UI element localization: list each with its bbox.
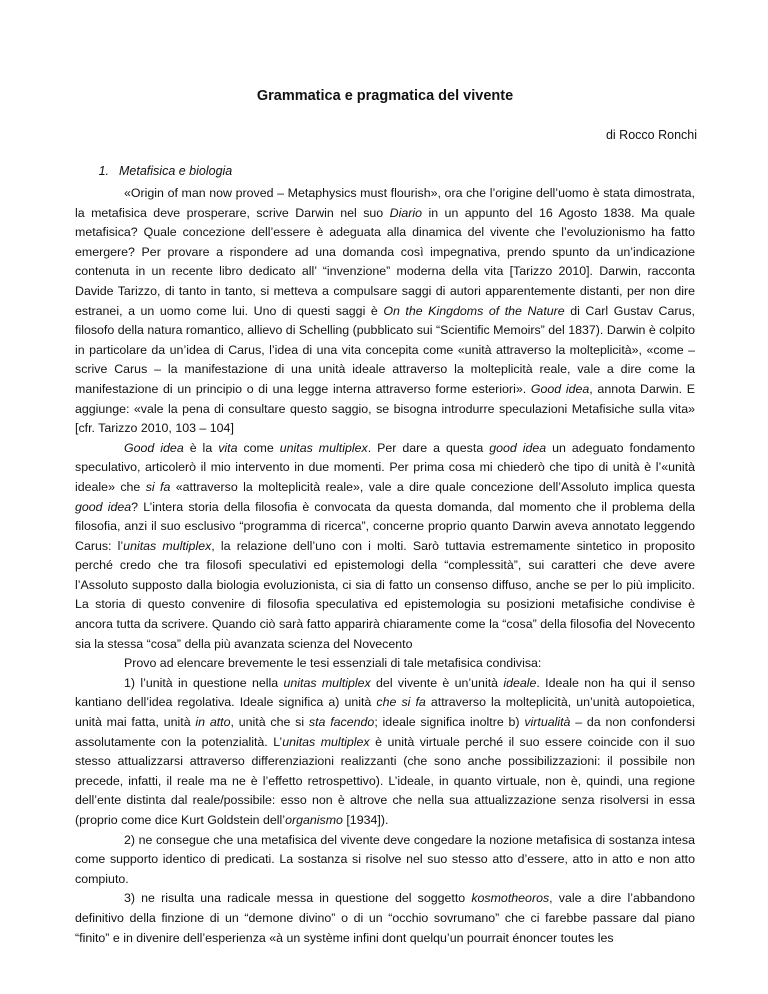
text-run: «Origin of man now proved – Metaphysics must flourish», ora che l’origine dell’uomo è stata dimostrata, la metafisica deve prosperare, scrive Darwin nel suo	[75, 186, 695, 220]
text-run: in un appunto del 16 Agosto 1838. Ma quale metafisica? Quale concezione dell’essere è adeguata alla dinamica del vivente che l’evoluzionismo ha fatto emergere? Per provare a rispondere ad una domanda così impegnativa, prendo spunto da un’indicazione contenuta in un recente libro dedicato all’ “invenzione” moderna della vita [Tarizzo 2010]. Darwin, racconta Davide Tarizzo, di tanto in tanto, si metteva a compulsare saggi di autori apparentemente distanti, per non dire estranei, a un uomo come lui. Uno di questi saggi è	[75, 205, 695, 318]
italic-run: good idea	[75, 499, 132, 514]
text-run: – da non confondersi assolutamente con la potenzialità. L’	[75, 715, 696, 749]
italic-run: vita	[218, 440, 238, 455]
text-run: attraverso la molteplicità, un’unità autopoietica, unità mai fatta, unità	[75, 695, 695, 730]
text-run: è unità virtuale perché il suo essere coincide con il suo stesso attualizzarsi attraverso differenziazioni realizzanti (che sono anche possibilizzazioni: il possibile non precede, infatti, il reale ma ne è l’effetto retrospettivo). L’ideale, in quanto virtuale, non è, quindi, una regione dell’ente distinta dal reale/possibile: esso non è altrove che nella sua attualizzazione senza risolversi in essa (proprio come dice Kurt Goldstein dell’	[75, 734, 695, 827]
text-run: di Carl Gustav Carus, filosofo della natura romantico, allievo di Schelling (pubblicato sui “Scientific Memoirs” del 1837). Darwin è colpito in particolare da un’idea di Carus, l’idea di una vita concepita come «unità attraverso la molteplicità», «come – scrive Carus – la manifestazione di una unità ideale attraverso la molteplicità reale, vale a dire come la manifestazione di un principio o di una legge interna attraverso forme esteriori».	[75, 303, 695, 396]
text-run: , vale a dire l’abbandono definitivo della finzione di un “demone divino” o di un “occhio sovrumano” che ci farebbe passare dal piano “finito” e in divenire dell’esperienza «à un système infini dont quelqu’un pourrait énoncer toutes les	[75, 891, 695, 945]
italic-run: che si fa	[376, 695, 426, 710]
paragraph	[75, 654, 695, 674]
text-run: 2) ne consegue che una metafisica del vivente deve congedare la nozione metafisica di sostanza intesa come supporto identico di predicati. La sostanza si risolve nel suo stesso atto d’essere, atto in atto e non atto compiuto.	[75, 832, 695, 886]
author-line: di Rocco Ronchi	[605, 128, 697, 142]
italic-run: unitas multiplex	[123, 538, 212, 553]
list-item	[75, 889, 695, 948]
text-run: , annota Darwin. E aggiunge: «vale la pena di consultare questo saggio, se bisogna introdurre speculazioni Metafisiche sulla vita» [cfr. Tarizzo 2010, 103 – 104]	[75, 381, 695, 436]
italic-run: kosmotheoros	[471, 891, 550, 906]
italic-run: unitas multiplex	[279, 440, 368, 455]
text-run: un adeguato fondamento speculativo, articolerò il mio intervento in due momenti. Per prima cosa mi chiederò che tipo di unità è l’«unità ideale» che	[75, 440, 695, 494]
text-run: Provo ad elencare brevemente le tesi essenziali di tale metafisica condivisa:	[124, 656, 542, 671]
italic-run: Diario	[389, 205, 423, 220]
italic-run: ideale	[503, 675, 537, 690]
text-run: è la	[183, 440, 219, 455]
italic-run: si fa	[145, 479, 171, 494]
list-item	[75, 831, 695, 890]
section-number: 1.	[98, 164, 109, 178]
text-run: . Ideale non ha qui il senso kantiano dell’idea regolativa. Ideale significa a) unità	[75, 675, 695, 710]
paragraph	[75, 184, 695, 439]
italic-run: organismo	[285, 813, 343, 827]
text-run: come	[237, 440, 280, 455]
text-run: ; ideale significa inoltre b)	[374, 715, 525, 730]
paragraph	[75, 439, 695, 655]
italic-run: On the Kingdoms of the Nature	[383, 303, 565, 318]
text-run: 1) l’unità in questione nella	[124, 675, 284, 690]
italic-run: virtualità	[524, 715, 571, 730]
italic-run: good idea	[489, 440, 547, 455]
text-run: del vivente è un’unità	[370, 675, 504, 690]
text-run: [1934]).	[342, 813, 389, 827]
italic-run: Good idea	[530, 381, 590, 396]
list-item	[75, 674, 695, 831]
text-run: 3) ne risulta una radicale messa in questione del soggetto	[124, 891, 472, 906]
text-run: ? L’intera storia della filosofia è convocata da questa domanda, dal momento che il problema della filosofia, anzi il suo esclusivo “programma di ricerca”, concerne proprio quanto Darwin aveva annotato leggendo Carus: l’	[75, 499, 696, 553]
section-title: Metafisica e biologia	[119, 164, 233, 178]
italic-run: unitas multiplex	[283, 675, 371, 690]
italic-run: unitas multiplex	[282, 734, 370, 749]
italic-run: sta facendo	[308, 715, 375, 730]
text-run: «attraverso la molteplicità reale», vale a dire quale concezione dell’Assoluto implica questa	[170, 479, 695, 494]
italic-run: in atto	[195, 715, 231, 730]
text-run: , la relazione dell’uno con i molti. Sarò tuttavia estremamente sintetico in proposito perché credo che tra filosofi speculativi ed epistemologi della “complessità”, sui caratteri che deve avere l’Assoluto supposto dalla biologia evoluzionista, ci sia di fatto un consenso diffuso, anche se per lo più implicito. La storia di questo convenire di filosofia speculativa ed epistemologia su posizioni metafisiche condivise è ancora tutta da scrivere. Quando ciò sarà fatto apparirà chiaramente come la “cosa” della filosofia del Novecento sia la stessa “cosa” della più avanzata scienza del Novecento	[75, 538, 695, 651]
text-run: , unità che si	[230, 715, 309, 730]
text-run: . Per dare a questa	[367, 440, 490, 455]
section-heading	[75, 164, 232, 178]
italic-run: Good idea	[124, 440, 184, 455]
body-text	[75, 184, 695, 948]
document-title: Grammatica e pragmatica del vivente	[256, 88, 514, 104]
